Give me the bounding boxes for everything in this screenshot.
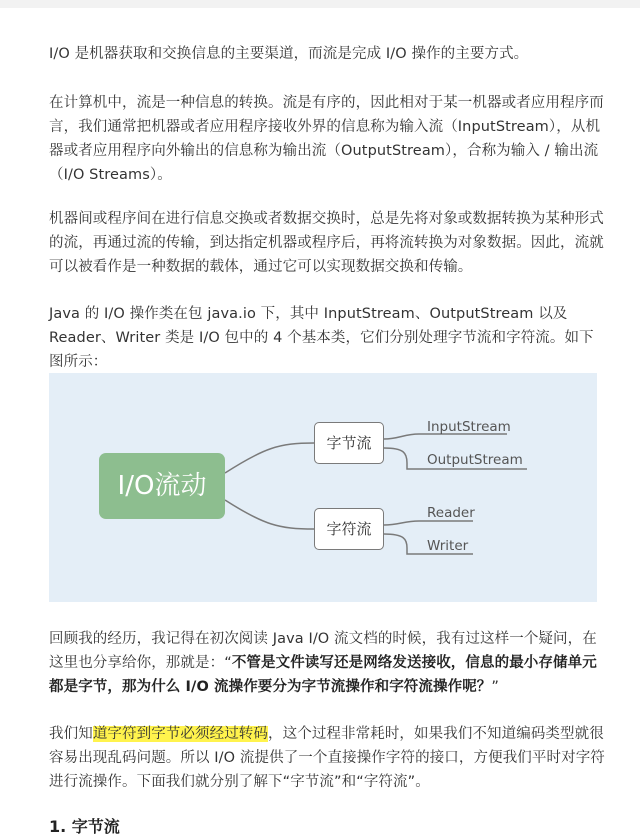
diagram-leaf-inputstream: InputStream (427, 419, 511, 435)
diagram-leaf-reader: Reader (427, 505, 475, 521)
paragraph-question (49, 627, 605, 699)
connector-chars-to-reader (384, 521, 473, 525)
paragraph-intro: I/O 是机器获取和交换信息的主要渠道，而流是完成 I/O 操作的主要方式。 (49, 46, 529, 62)
diagram-node-byte-stream: 字节流 (314, 422, 384, 464)
transcoding-lead: 我们知 (49, 726, 93, 742)
diagram-leaf-outputstream: OutputStream (427, 452, 523, 468)
paragraph-stream-definition: 在计算机中，流是一种信息的转换。流是有序的，因此相对于某一机器或者应用程序而言，我们通常把机器或者应用程序接收外界的信息称为输入流（InputStream），从机器或者应用程序向外输出的信息称为输出流（OutputStream），合称为输入 / 输出流（I/O Streams）。 (49, 95, 604, 183)
diagram-node-char-stream: 字符流 (314, 508, 384, 550)
diagram-leaf-writer: Writer (427, 538, 469, 554)
paragraph-transcoding (49, 722, 605, 794)
top-bar (0, 0, 640, 8)
section-heading: 1. 字节流 (49, 817, 120, 836)
connector-root-to-chars (225, 500, 314, 529)
highlighted-text: 道字符到字节必须经过转码 (92, 726, 269, 742)
connector-root-to-bytes (225, 443, 314, 473)
question-bold: 不管是文件读写还是网络发送接收，信息的最小存储单元都是字节，那为什么 I/O 流操作要分为字节流操作和字符流操作呢？ (49, 655, 597, 695)
transcoding-tail: ，这个过程非常耗时，如果我们不知道编码类型就很容易出现乱码问题。所以 I/O 流提供了一个直接操作字符的接口，方便我们平时对字符进行流操作。下面我们就分别了解下“字节流”和“字符流”。 (49, 726, 605, 790)
question-lead: 回顾我的经历，我记得在初次阅读 Java I/O 流文档的时候，我有过这样一个疑问，在这里也分享给你，那就是：“ (49, 631, 597, 671)
diagram-root-node: I/O流动 (99, 453, 225, 519)
io-stream-diagram (49, 373, 597, 602)
question-tail: ” (491, 679, 500, 695)
paragraph-java-io-classes: Java 的 I/O 操作类在包 java.io 下，其中 InputStream、OutputStream 以及 Reader、Writer 类是 I/O 包中的 4 个基本类，它们分别处理字节流和字符流。如下图所示： (49, 306, 594, 370)
paragraph-stream-carrier: 机器间或程序间在进行信息交换或者数据交换时，总是先将对象或数据转换为某种形式的流，再通过流的传输，到达指定机器或程序后，再将流转换为对象数据。因此，流就可以被看作是一种数据的载体，通过它可以实现数据交换和传输。 (49, 211, 604, 275)
